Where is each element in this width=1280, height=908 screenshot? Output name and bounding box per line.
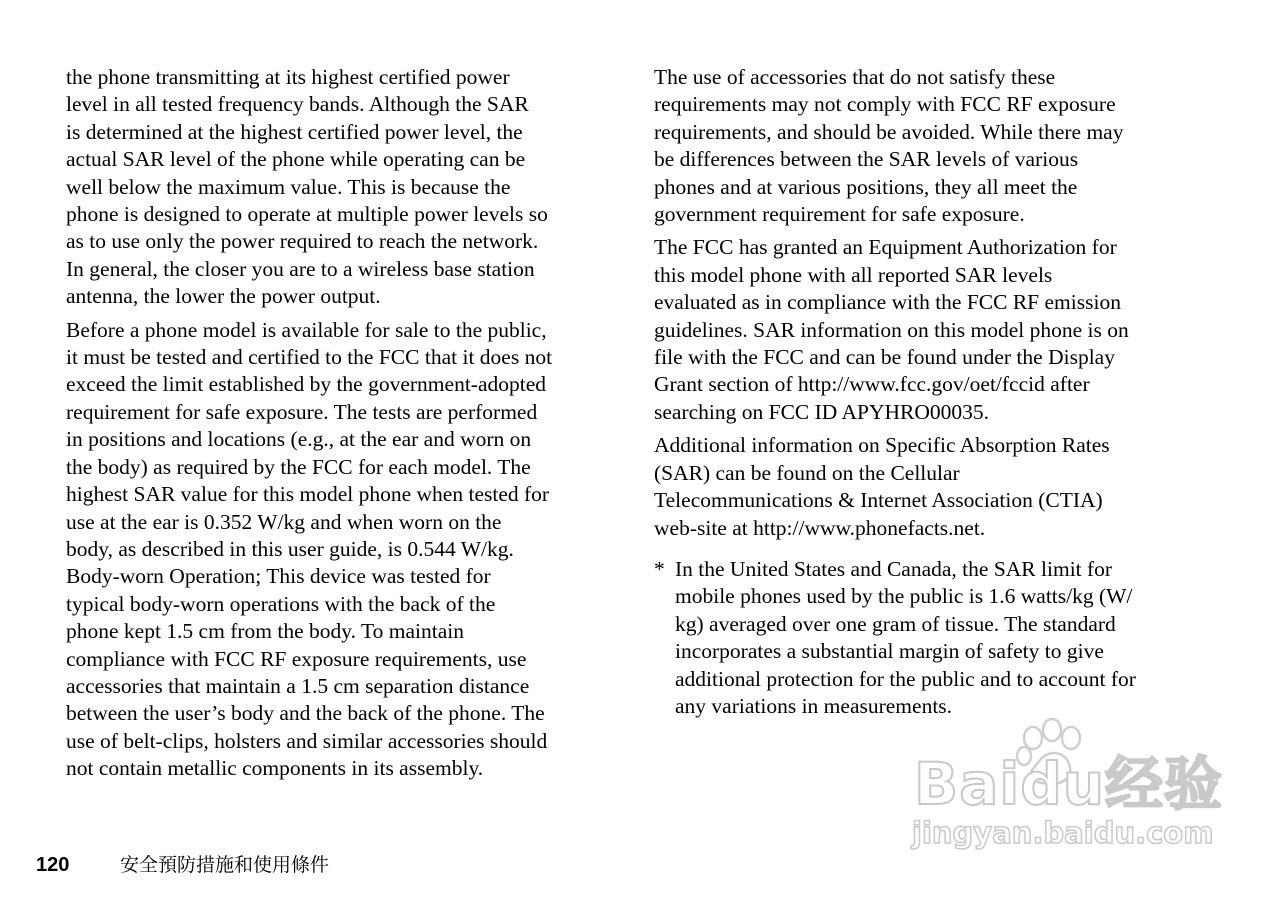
text-line: file with the FCC and can be found under the Display xyxy=(654,345,1115,370)
text-line: antenna, the lower the power output. xyxy=(66,284,381,309)
paragraph xyxy=(66,317,606,783)
footnote xyxy=(654,556,1194,720)
text-line: it must be tested and certified to the FCC that it does not xyxy=(66,345,553,370)
paragraph xyxy=(654,432,1194,542)
section-title: 安全預防措施和使用條件 xyxy=(120,854,330,876)
text-line: The FCC has granted an Equipment Authorization for xyxy=(654,235,1117,260)
text-line: this model phone with all reported SAR levels xyxy=(654,262,1053,287)
text-line: mobile phones used by the public is 1.6 watts/kg (W/ xyxy=(675,584,1133,609)
text-line: well below the maximum value. This is because the xyxy=(66,174,511,199)
text-line: the body) as required by the FCC for each model. The xyxy=(66,454,531,479)
text-line: In general, the closer you are to a wireless base station xyxy=(66,256,535,281)
text-line: accessories that maintain a 1.5 cm separation distance xyxy=(66,673,530,698)
text-line: use at the ear is 0.352 W/kg and when worn on the xyxy=(66,509,502,534)
left-column xyxy=(66,64,606,789)
text-line: use of belt-clips, holsters and similar accessories should xyxy=(66,728,548,753)
text-line: between the user’s body and the back of the phone. The xyxy=(66,701,545,726)
text-line: any variations in measurements. xyxy=(675,693,953,718)
text-line: web-site at http://www.phonefacts.net. xyxy=(654,515,986,540)
text-line: additional protection for the public and to account for xyxy=(675,666,1136,691)
text-line: be differences between the SAR levels of various xyxy=(654,147,1079,172)
text-line: in positions and locations (e.g., at the ear and worn on xyxy=(66,427,532,452)
text-line: Grant section of http://www.fcc.gov/oet/fccid after xyxy=(654,372,1090,397)
text-line: exceed the limit established by the government-adopted xyxy=(66,372,547,397)
right-column xyxy=(654,64,1194,720)
text-line: is determined at the highest certified power level, the xyxy=(66,119,523,144)
text-line: Telecommunications & Internet Association (CTIA) xyxy=(654,488,1103,513)
text-line: actual SAR level of the phone while operating can be xyxy=(66,147,526,172)
text-line: incorporates a substantial margin of safety to give xyxy=(675,639,1104,664)
text-line: requirements may not comply with FCC RF exposure xyxy=(654,92,1116,117)
baidu-watermark xyxy=(900,716,1224,866)
paragraph xyxy=(654,64,1194,228)
text-line: (SAR) can be found on the Cellular xyxy=(654,460,960,485)
text-line: typical body-worn operations with the back of the xyxy=(66,591,496,616)
paragraph xyxy=(654,234,1194,426)
text-line: phone is designed to operate at multiple power levels so xyxy=(66,202,548,227)
paragraph xyxy=(66,64,606,311)
text-line: Additional information on Specific Absorption Rates xyxy=(654,433,1110,458)
text-line: as to use only the power required to reach the network. xyxy=(66,229,539,254)
page-number: 120 xyxy=(36,854,70,876)
text-line: government requirement for safe exposure. xyxy=(654,202,1025,227)
text-line: requirement for safe exposure. The tests are performed xyxy=(66,399,538,424)
text-line: compliance with FCC RF exposure requirements, use xyxy=(66,646,527,671)
watermark-brand: Baidu经验 xyxy=(914,750,1224,818)
text-line: phone kept 1.5 cm from the body. To maintain xyxy=(66,619,464,644)
text-line: phones and at various positions, they all meet the xyxy=(654,174,1078,199)
text-line: level in all tested frequency bands. Although the SAR xyxy=(66,92,529,117)
text-line: the phone transmitting at its highest certified power xyxy=(66,65,510,89)
text-line: evaluated as in compliance with the FCC RF emission xyxy=(654,290,1121,315)
text-line: Before a phone model is available for sale to the public, xyxy=(66,317,547,342)
text-line: The use of accessories that do not satisfy these xyxy=(654,65,1056,89)
text-line: requirements, and should be avoided. While there may xyxy=(654,119,1124,144)
text-line: highest SAR value for this model phone when tested for xyxy=(66,482,550,507)
text-line: searching on FCC ID APYHRO00035. xyxy=(654,399,990,424)
watermark-url: jingyan.baidu.com xyxy=(912,816,1214,850)
page-footer xyxy=(36,852,329,878)
text-line: guidelines. SAR information on this model phone is on xyxy=(654,317,1129,342)
text-line: not contain metallic components in its assembly. xyxy=(66,756,484,781)
text-line: Body-worn Operation; This device was tested for xyxy=(66,564,491,589)
text-line: body, as described in this user guide, is 0.544 W/kg. xyxy=(66,536,514,561)
text-line: kg) averaged over one gram of tissue. The standard xyxy=(675,611,1116,636)
footnote-marker: * xyxy=(654,556,665,581)
text-line: In the United States and Canada, the SAR limit for xyxy=(675,556,1113,581)
